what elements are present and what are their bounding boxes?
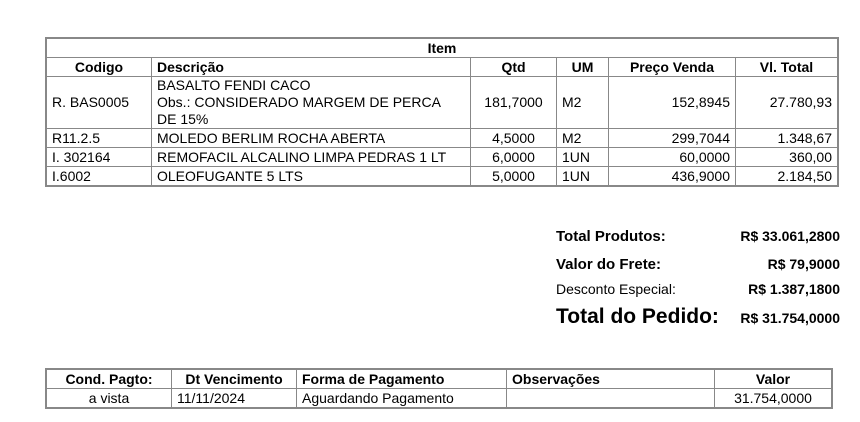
cell-codigo: R11.2.5 xyxy=(46,129,152,148)
cell-codigo: R. BAS0005 xyxy=(46,77,152,129)
cell-total: 2.184,50 xyxy=(736,167,839,187)
table-row xyxy=(46,148,838,167)
total-pedido-value: R$ 31.754,0000 xyxy=(740,310,840,326)
desc-line: Obs.: CONSIDERADO MARGEM DE PERCA xyxy=(157,94,441,110)
header-cond-pagto: Cond. Pagto: xyxy=(46,369,172,389)
header-dt-vencimento: Dt Vencimento xyxy=(172,369,297,389)
header-qtd: Qtd xyxy=(471,58,557,77)
header-valor: Valor xyxy=(715,369,833,389)
cell-vencimento: 11/11/2024 xyxy=(172,389,297,409)
cell-qtd: 181,7000 xyxy=(471,77,557,129)
items-table-title: Item xyxy=(46,38,838,58)
cell-descricao: REMOFACIL ALCALINO LIMPA PEDRAS 1 LT xyxy=(152,148,471,167)
items-table xyxy=(45,37,839,187)
cell-um: 1UN xyxy=(557,148,609,167)
table-row xyxy=(46,167,838,187)
payment-table xyxy=(45,368,833,409)
header-observacoes: Observações xyxy=(507,369,715,389)
frete-row xyxy=(556,256,840,281)
desconto-value: R$ 1.387,1800 xyxy=(748,281,840,297)
desc-line: BASALTO FENDI CACO xyxy=(157,77,311,93)
cell-preco: 152,8945 xyxy=(609,77,736,129)
total-produtos-row xyxy=(556,228,840,256)
cell-preco: 299,7044 xyxy=(609,129,736,148)
header-forma-pagamento: Forma de Pagamento xyxy=(297,369,507,389)
cell-um: 1UN xyxy=(557,167,609,187)
cell-total: 27.780,93 xyxy=(736,77,839,129)
table-row xyxy=(46,77,838,129)
cell-preco: 436,9000 xyxy=(609,167,736,187)
desc-line: DE 15% xyxy=(157,111,209,127)
cell-descricao: OLEOFUGANTE 5 LTS xyxy=(152,167,471,187)
cell-qtd: 4,5000 xyxy=(471,129,557,148)
total-pedido-row xyxy=(556,305,840,329)
table-row xyxy=(46,129,838,148)
cell-qtd: 6,0000 xyxy=(471,148,557,167)
desconto-row xyxy=(556,281,840,305)
totals-block xyxy=(556,228,840,329)
cell-descricao: MOLEDO BERLIM ROCHA ABERTA xyxy=(152,129,471,148)
frete-label: Valor do Frete: xyxy=(556,256,662,273)
cell-total: 360,00 xyxy=(736,148,839,167)
cell-codigo: I. 302164 xyxy=(46,148,152,167)
cell-descricao xyxy=(152,77,471,129)
total-pedido-label: Total do Pedido: xyxy=(556,305,719,328)
header-descricao: Descrição xyxy=(152,58,471,77)
cell-valor: 31.754,0000 xyxy=(715,389,833,409)
header-preco: Preço Venda xyxy=(609,58,736,77)
total-produtos-value: R$ 33.061,2800 xyxy=(740,228,840,244)
header-codigo: Codigo xyxy=(46,58,152,77)
cell-total: 1.348,67 xyxy=(736,129,839,148)
cell-qtd: 5,0000 xyxy=(471,167,557,187)
total-produtos-label: Total Produtos: xyxy=(556,228,666,245)
cell-preco: 60,0000 xyxy=(609,148,736,167)
header-um: UM xyxy=(557,58,609,77)
desconto-label: Desconto Especial: xyxy=(556,281,676,297)
header-total: Vl. Total xyxy=(736,58,839,77)
cell-codigo: I.6002 xyxy=(46,167,152,187)
cell-um: M2 xyxy=(557,77,609,129)
cell-obs xyxy=(507,389,715,409)
cell-forma: Aguardando Pagamento xyxy=(297,389,507,409)
cell-um: M2 xyxy=(557,129,609,148)
table-row xyxy=(46,389,832,409)
cell-cond: a vista xyxy=(46,389,172,409)
frete-value: R$ 79,9000 xyxy=(767,256,840,272)
